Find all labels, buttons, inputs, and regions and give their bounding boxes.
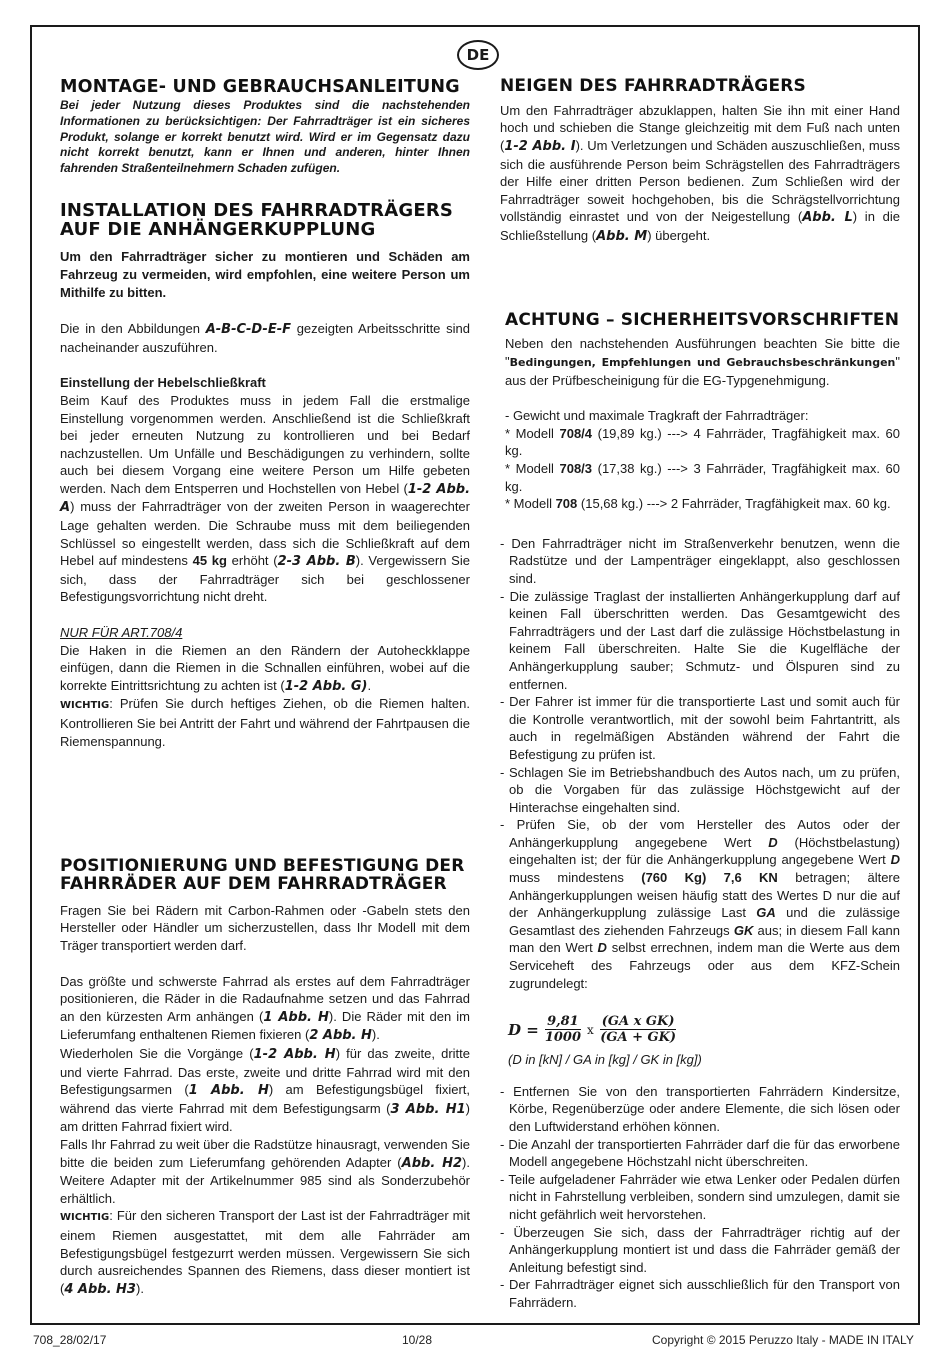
- hebel-ref-1: 1-2 Abb. A: [60, 481, 471, 516]
- rule5-text-f: aus; in diesem Fall kann man den Wert: [509, 922, 900, 956]
- formula-fraction-1: [545, 1014, 581, 1045]
- formula-num-1: 9,81: [547, 1014, 579, 1030]
- model-row: [505, 425, 900, 460]
- pos-text-5b: ).: [135, 1280, 144, 1296]
- model-arrow: --->: [646, 496, 668, 512]
- rule-item: - Teile aufgeladener Fahrräder wie etwa Lenker oder Pedalen dürfen nicht in Fahrstellung verbleiben, sondern sind umzulegen, damit sie nicht gefährlich weit hervorstehen.: [500, 1171, 900, 1222]
- montage-title: MONTAGE- UND GEBRAUCHSANLEITUNG: [60, 77, 460, 97]
- model-row: [505, 460, 900, 495]
- pos-title: POSITIONIERUNG UND BEFESTIGUNG DER FAHRRÄDER AUF DEM FAHRRADTRÄGER: [60, 856, 465, 895]
- rule-item: - Der Fahrradträger eignet sich ausschließlich für den Transport von Fahrrädern.: [500, 1277, 900, 1310]
- formula-den-2: (GA + GK): [600, 1030, 677, 1046]
- rule5-d3: D: [597, 940, 607, 956]
- rule5-text-g: selbst errechnen, indem man die Werte aus dem Serviceheft des Fahrzeugs oder aus dem KFZ-Schein zugrundelegt:: [509, 940, 900, 991]
- install-intro: Um den Fahrradträger sicher zu montieren und Schäden am Fahrzeug zu vermeiden, wird empfohlen, eine weitere Person um Mithilfe zu bitten.: [60, 249, 470, 301]
- rule5-gk: GK: [733, 922, 754, 938]
- language-badge: DE: [457, 40, 499, 70]
- achtung-text-b: " aus der Prüfbescheinigung für die EG-Typgenehmigung.: [505, 354, 900, 388]
- achtung-title: ACHTUNG – SICHERHEITSVORSCHRIFTEN: [505, 309, 900, 330]
- model-desc: 2 Fahrräder, Tragfähigkeit max. 60 kg.: [670, 496, 891, 512]
- pos-text-4b: ). Weitere Adapter mit der Artikelnummer 985 sind als Sonderzubehör erhältlich.: [60, 1154, 470, 1206]
- art-title: NUR FÜR ART.708/4: [60, 625, 183, 641]
- pos-text-2a: Das größte und schwerste Fahrrad als erstes auf dem Fahrradträger positionieren, die Räder in die Radaufnahme setzen und das Fahrrad an den kürzesten Arm anhängen (: [60, 973, 470, 1024]
- rule-item: - Entfernen Sie von den transportierten Fahrrädern Kindersitze, Körbe, Regenüberzüge oder andere Elemente, die sich lösen oder den Luftwiderstand erhöhen können.: [500, 1083, 900, 1134]
- achtung-paragraph: [500, 335, 900, 389]
- pos-ref-7: 4 Abb. H3: [64, 1281, 136, 1297]
- hebel-text-c: erhöht (: [231, 553, 278, 569]
- rule5-text-e: und die zulässige Gesamtlast des ziehenden Fahrzeugs: [509, 905, 900, 938]
- formula-num-2: (GA x GK): [601, 1014, 675, 1030]
- neigen-paragraph: [500, 102, 900, 246]
- pos-text-4a: Falls Ihr Fahrrad zu weit über die Radstütze hinausragt, verwenden Sie bitte die beiden zum Lieferumfang gehörenden Adapter (: [60, 1137, 470, 1170]
- neigen-ref-1: 1-2 Abb. I: [504, 139, 576, 155]
- model-name: 708/3: [559, 461, 593, 476]
- pos-text-3a: Wiederholen Sie die Vorgänge (: [60, 1046, 254, 1062]
- art-paragraph: [60, 642, 470, 751]
- neigen-title: NEIGEN DES FAHRRADTRÄGERS: [500, 76, 807, 96]
- rule5-text-c: muss mindestens: [509, 870, 624, 886]
- rule-item: [500, 816, 900, 992]
- hebel-text-b: ) muss der Fahrradträger von der zweiten Person in waagerechter Lage gehalten werden. Die Schraube muss mit dem beiliegenden Schlüssel so eingestellt werden, dass sich die Schließkraft auf dem Hebel auf mindestens: [60, 499, 470, 569]
- left-column: [60, 78, 470, 1298]
- rule5-value: (760 Kg) 7,6 KN: [641, 870, 778, 886]
- model-arrow: --->: [667, 461, 688, 476]
- rule5-d2: D: [890, 852, 900, 868]
- pos-p5: [60, 1207, 470, 1298]
- neigen-text-c: ) in die Schließstellung (: [500, 209, 900, 243]
- formula-times: x: [587, 1022, 594, 1037]
- hebel-paragraph: [60, 392, 470, 606]
- model-desc: 4 Fahrräder, Tragfähigkeit max. 60 kg.: [505, 425, 900, 459]
- pos-ref-1: 1 Abb. H: [263, 1009, 329, 1025]
- pos-p1: Fragen Sie bei Rädern mit Carbon-Rahmen oder -Gabeln stets den Hersteller oder Händler um sicherzustellen, dass Ihr Modell mit dem Träger transportiert werden darf.: [60, 902, 470, 954]
- achtung-bold: Bedingungen, Empfehlungen und Gebrauchsbeschränkungen: [509, 356, 896, 370]
- rule-item: - Die Anzahl der transportierten Fahrräder darf die für das erworbene Modell angegebene Höchstzahl nicht überschreiten.: [500, 1136, 900, 1170]
- montage-intro: Bei jeder Nutzung dieses Produktes sind die nachstehenden Informationen zu berücksichtigen: Der Fahrradträger ist ein sicheres Produkt, solange er korrekt benutzt wird. Wird er im Gegensatz dazu nicht korrekt benutzt, kann er Ihnen und anderen, hinter Ihnen fahrenden Straßenteilnehmern Schaden zufügen.: [60, 98, 470, 175]
- pos-text-3d: ) am dritten Fahrrad fixiert wird.: [60, 1100, 470, 1135]
- steps-paragraph: [60, 320, 470, 356]
- art-text-b: .: [367, 677, 372, 693]
- rule-item: - Überzeugen Sie sich, dass der Fahrradträger richtig auf der Anhängerkupplung montiert ist und dass die Fahrräder gemäß der Anleitung befestigt sind.: [500, 1224, 900, 1275]
- model-desc: 3 Fahrräder, Tragfähigkeit max. 60 kg.: [505, 461, 900, 494]
- rule5-ga: GA: [756, 905, 776, 921]
- steps-text-a: Die in den Abbildungen: [60, 321, 200, 337]
- rule-item: - Der Fahrer ist immer für die transportierte Last und somit auch für die Kontrolle verantwortlich, mit der sowohl beim Fahrtantritt, als auch in regelmäßigen Abständen während der Fahrt die Befestigung zu prüfen ist.: [500, 694, 900, 762]
- art-text-a: Die Haken in die Riemen an den Rändern der Autoheckklappe einfügen, dann die Riemen in die Schnallen einführen, wobei auf die korrekte Eintrittsrichtung zu achten ist (: [60, 642, 470, 693]
- model-list: [500, 425, 900, 513]
- neigen-ref-2: Abb. L: [802, 210, 853, 226]
- model-weight: (19,89 kg.): [597, 425, 662, 441]
- steps-text-b: gezeigten Arbeitsschritte sind nacheinander auszuführen.: [60, 321, 470, 355]
- pos-ref-6: Abb. H2: [401, 1155, 463, 1171]
- pos-p4: [60, 1136, 470, 1207]
- formula-den-1: 1000: [544, 1030, 581, 1046]
- rule5-text-d: betragen; ältere Anhängerkupplungen weisen häufig statt des Wertes D nur die auf der Anhängerkupplung zulässige Last: [509, 870, 900, 921]
- steps-ref: A-B-C-D-E-F: [205, 322, 291, 338]
- model-name: 708: [555, 496, 578, 512]
- art-text-c: : Prüfen Sie durch heftiges Ziehen, ob die Riemen halten. Kontrollieren Sie bei Antritt der Fahrt und während der Fahrtpausen die Riemenspannung.: [60, 696, 470, 749]
- footer-page-number: 10/28: [402, 1333, 433, 1347]
- footer-doc-code: 708_28/02/17: [33, 1333, 107, 1347]
- model-prefix: * Modell: [505, 425, 560, 441]
- formula-units: (D in [kN] / GA in [kg] / GK in [kg]): [508, 1052, 702, 1068]
- rules-list: [500, 535, 900, 992]
- hebel-kg: 45 kg: [192, 553, 227, 569]
- hebel-text-d: ). Vergewissern Sie sich, dass der Fahrradträger sich bei geschlossener Befestigungsvorrichtung nicht dreht.: [60, 553, 470, 605]
- model-name: 708/4: [559, 425, 593, 441]
- rule5-d1: D: [768, 834, 778, 850]
- neigen-text-d: ) übergeht.: [647, 228, 711, 243]
- pos-ref-4: 1 Abb. H: [188, 1083, 269, 1099]
- gewicht-title: - Gewicht und maximale Tragkraft der Fahrradträger:: [505, 408, 809, 424]
- rule-item: - Den Fahrradträger nicht im Straßenverkehr benutzen, wenn die Radstütze und der Lampenträger eingeklappt, also geschlossen sind.: [500, 535, 900, 586]
- rule5-text-b: (Höchstbelastung) eingehalten ist; der für die Anhängerkupplung angegebene Wert: [509, 834, 900, 868]
- formula-lhs: D =: [508, 1020, 539, 1039]
- pos-p2: [60, 973, 470, 1045]
- model-weight: (17,38 kg.): [597, 461, 662, 476]
- neigen-ref-3: Abb. M: [596, 229, 648, 244]
- model-row: [505, 495, 900, 513]
- neigen-text-a: Um den Fahrradträger abzuklappen, halten Sie ihn mit einer Hand hoch und schieben die Stange gleichzeitig mit dem Fuß nach unten (: [500, 102, 900, 154]
- rules-list-2: [500, 1083, 900, 1312]
- pos-ref-2: 2 Abb. H: [309, 1028, 372, 1044]
- neigen-text-b: ). Um Verletzungen und Schäden auszuschließen, muss sich die ausführende Person beim Schrägstellen des Fahrradträgers der Hilfe einer dritten Person bedienen. Zum Schließen wird der Fahrradträger soweit hochgehoben, bis die Schrägstellvorrichtung vollständig einrastet und von der Neigestellung (: [500, 138, 900, 225]
- footer-copyright: Copyright © 2015 Peruzzo Italy - MADE IN ITALY: [652, 1333, 914, 1347]
- pos-text-5a: : Für den sicheren Transport der Last ist der Fahrradträger mit einem Riemen ausgestattet, mit dem alle Fahrräder am Befestigungsbügel festgezurrt werden müssen. Vergewissern Sie sich durch ausreichendes Spannen des Riemens, dass dieser montiert ist (: [60, 1208, 470, 1296]
- achtung-text-a: Neben den nachstehenden Ausführungen beachten Sie bitte die ": [505, 336, 900, 370]
- install-title: INSTALLATION DES FAHRRADTRÄGERS AUF DIE ANHÄNGERKUPPLUNG: [60, 200, 454, 241]
- model-prefix: * Modell: [505, 496, 556, 512]
- pos-ref-5: 3 Abb. H1: [390, 1101, 466, 1117]
- art-ref: 1-2 Abb. G): [284, 678, 368, 694]
- rule-item: - Schlagen Sie im Betriebshandbuch des Autos nach, um zu prüfen, ob die Vorgaben für das zulässige Höchstgewicht auf der Hinterachse eingehalten sind.: [500, 764, 900, 815]
- pos-text-3b: ) für das zweite, dritte und vierte Fahrrad. Das erste, zweite und dritte Fahrrad wird mit den Befestigungsarmen (: [60, 1046, 471, 1098]
- model-arrow: --->: [667, 425, 688, 441]
- pos-text-2c: ).: [371, 1027, 380, 1043]
- model-weight: (15,68 kg.): [580, 496, 644, 512]
- d-formula: [508, 1014, 900, 1045]
- hebel-ref-2: 2-3 Abb. B: [277, 554, 356, 570]
- right-column: [500, 78, 900, 1312]
- rule5-text-a: - Prüfen Sie, ob der vom Hersteller des Autos oder der Anhängerkupplung angegebene Wert: [500, 817, 900, 850]
- hebel-title: Einstellung der Hebelschließkraft: [60, 375, 266, 391]
- pos-p3: [60, 1045, 470, 1136]
- pos-ref-3: 1-2 Abb. H: [253, 1047, 336, 1063]
- art-wichtig: WICHTIG: [60, 700, 110, 712]
- model-prefix: * Modell: [505, 461, 560, 476]
- pos-text-2b: ). Die Räder mit den im Lieferumfang enthaltenen Riemen fixieren (: [60, 1008, 470, 1043]
- pos-text-3c: ) am Befestigungsbügel fixiert, während das vierte Fahrrad mit dem Befestigungsarm (: [60, 1082, 470, 1116]
- pos-wichtig: WICHTIG: [60, 1212, 110, 1224]
- hebel-text-a: Beim Kauf des Produktes muss in jedem Fall die erstmalige Einstellung vorgenommen werden. Anschließend ist die Schließkraft bei jeder erneuten Nutzung zu kontrollieren und bei Bedarf nachzustellen. Um Unfälle und Beschädigungen zu verhindern, sollte auch bei diesem Vorgang eine weitere Person um Hilfe gebeten werden. Nach dem Entsperren und Hochstellen von Hebel (: [60, 392, 470, 496]
- rule-item: - Die zulässige Traglast der installierten Anhängerkupplung darf auf keinen Fall überschritten werden. Das Gesamtgewicht des Fahrradträgers und der Last darf die zulässige Höchstbelastung in keinem Fall überschreiten. Halte Sie die Kugelfläche der Anhängerkupplung sauber; Schmutz- und Ölspuren sind zu entfernen.: [500, 588, 900, 692]
- formula-fraction-2: [600, 1014, 677, 1045]
